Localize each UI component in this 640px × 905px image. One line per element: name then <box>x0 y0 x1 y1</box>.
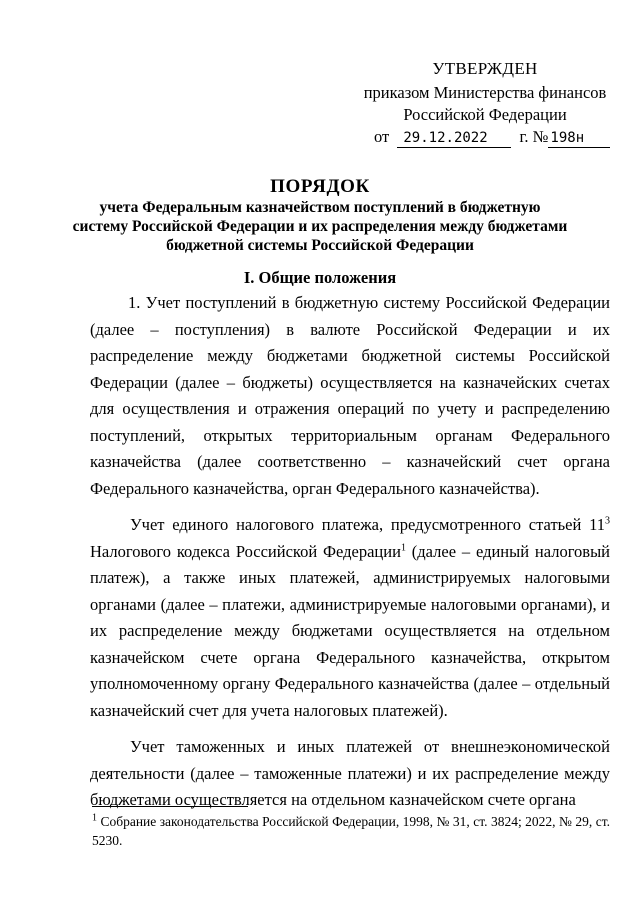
document-subtitle: учета Федеральным казначейством поступлений в бюджетную систему Российской Федерации и их распределения между бюджетами бюджетной системы Российской Федерации <box>72 199 568 254</box>
approval-stamp: УТВЕРЖДЕН <box>432 59 538 78</box>
paragraph-2-part-1: Учет единого налогового платежа, предусмотренного статьей 11 <box>130 515 605 534</box>
order-date: 29.12.2022 <box>397 129 511 148</box>
paragraph-2-part-2: Налогового кодекса Российской Федерации <box>90 541 401 561</box>
number-label: г. № <box>519 127 549 146</box>
section-heading: I. Общие положения <box>243 268 397 287</box>
paragraph-3: Учет таможенных и иных платежей от внешнеэкономической деятельности (далее – таможенные платежи) и их распределение между бюджетами осуществляется на отдельном казначейском счете органа <box>90 737 610 809</box>
paragraph-1: 1. Учет поступлений в бюджетную систему Российской Федерации (далее – поступления) в валюте Российской Федерации и их распределение между бюджетами бюджетной системы Российской Федерации (далее – бюджеты) осуществляется на казначейских счетах для осуществления и отражения операций по учету и распределению поступлений, открытых территориальным органам Федерального казначейства (далее соответственно – казначейский счет органа Федерального казначейства, орган Федерального казначейства). <box>90 293 610 498</box>
paragraph-2-part-3: (далее – единый налоговый платеж), а также иных платежей, администрируемых налоговыми органами (далее – платежи, администрируемые налоговыми органами), и их распределение между бюджетами осуществляется на отдельном казначейском счете органа Федерального казначейства, открытом уполномоченному органу Федерального казначейства (далее – отдельный казначейский счет для учета налоговых платежей). <box>90 541 611 720</box>
document-body <box>90 290 610 824</box>
approval-line-2: Российской Федерации <box>403 105 567 124</box>
footnote-marker: 1 <box>92 812 97 824</box>
paragraph-2 <box>90 512 610 724</box>
footnote <box>92 812 610 850</box>
footnote-reference: 1 <box>400 542 406 553</box>
document-title: ПОРЯДОК <box>270 176 370 197</box>
from-label: от <box>374 127 390 146</box>
order-line <box>360 126 610 148</box>
approval-line-1: приказом Министерства финансов <box>363 83 607 102</box>
approval-block <box>360 58 610 148</box>
footnote-text: Собрание законодательства Российской Федерации, 1998, № 31, ст. 3824; 2022, № 29, ст. 5230. <box>92 814 610 848</box>
article-superscript: 3 <box>605 515 610 527</box>
footnote-divider <box>92 806 248 807</box>
order-number: 198н <box>548 129 610 148</box>
